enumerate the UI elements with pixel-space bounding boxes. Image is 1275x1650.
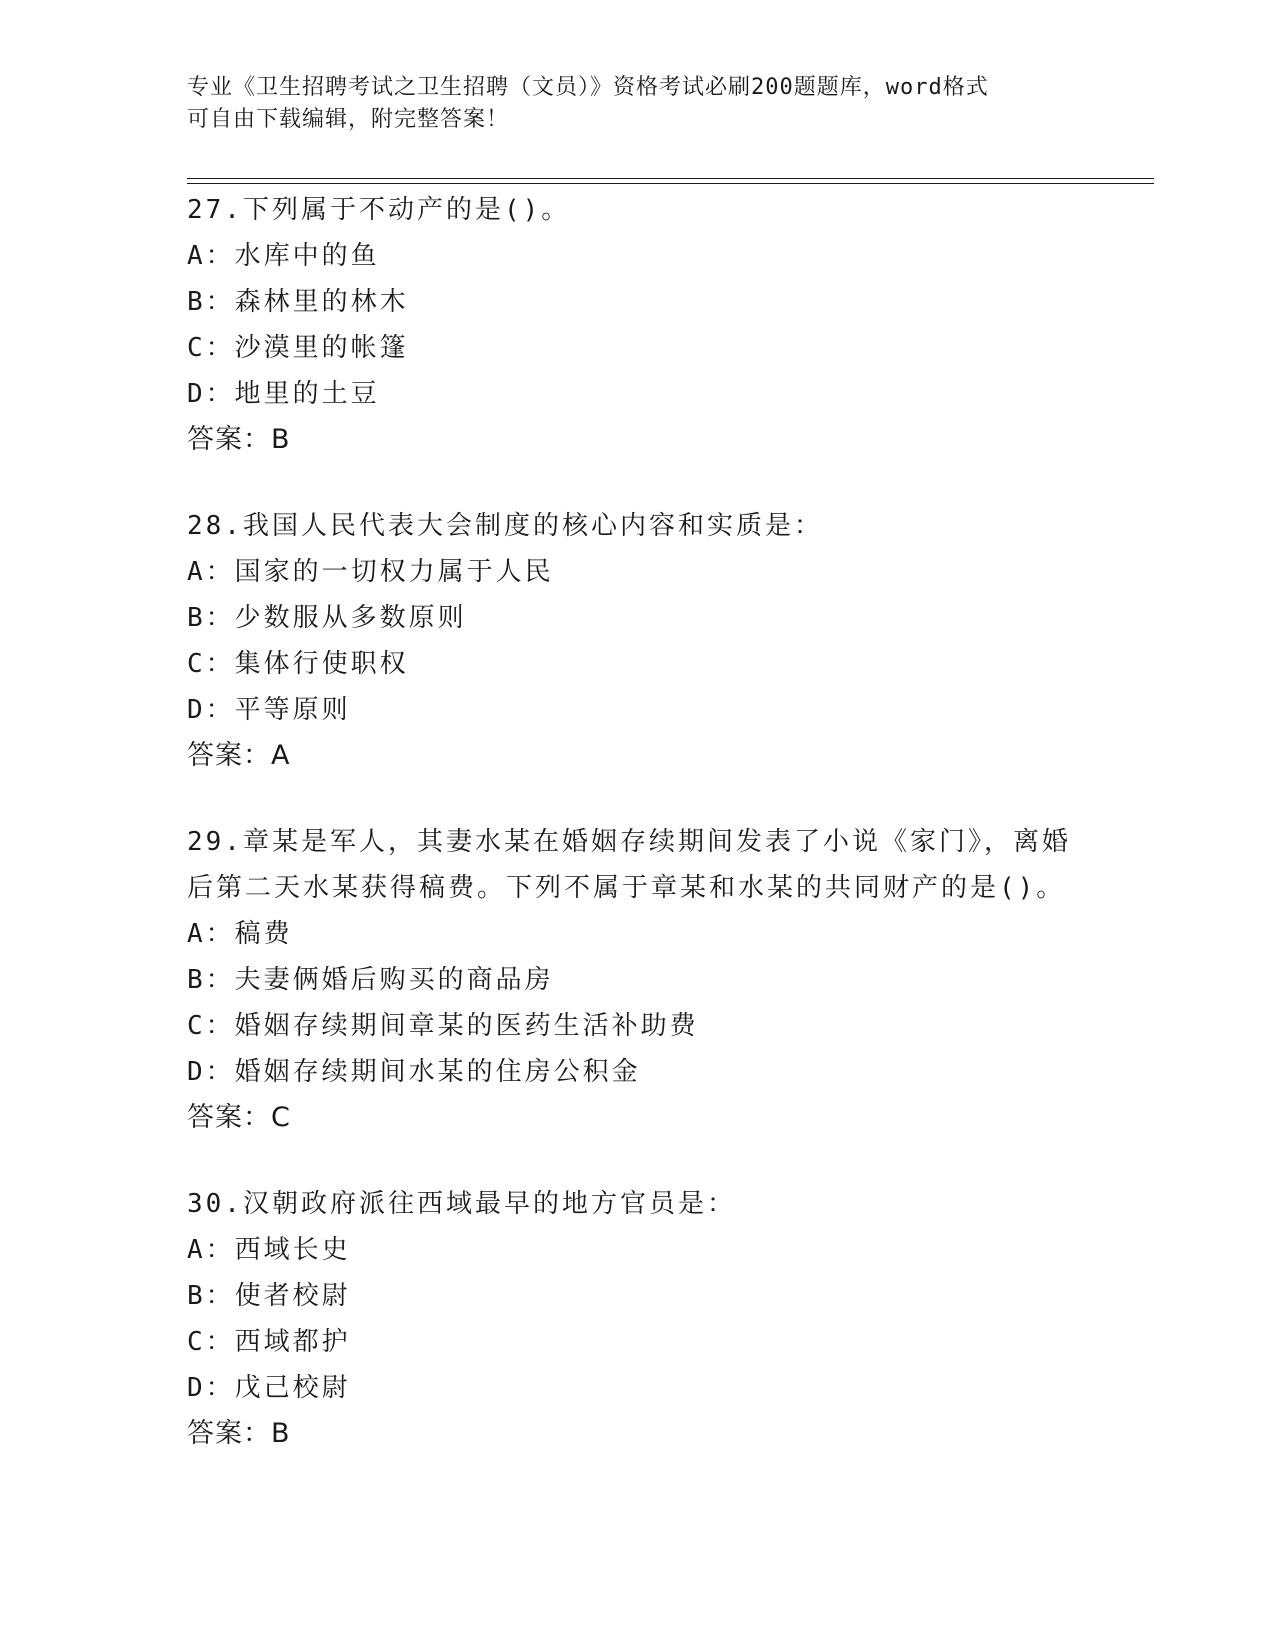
question-stem: 28.我国人民代表大会制度的核心内容和实质是： (187, 511, 823, 541)
question-30 (187, 1181, 1117, 1457)
option-b: B：少数服从多数原则 (187, 603, 467, 633)
question-28 (187, 503, 1117, 779)
option-c: C：沙漠里的帐篷 (187, 333, 409, 363)
header-divider-bottom (187, 183, 1154, 184)
header-line-1: 专业《卫生招聘考试之卫生招聘（文员）》资格考试必刷200题题库，word格式 (187, 75, 989, 100)
option-b: B：使者校尉 (187, 1281, 351, 1311)
option-c: C：婚姻存续期间章某的医药生活补助费 (187, 1011, 699, 1041)
option-b: B：森林里的林木 (187, 287, 409, 317)
question-list (187, 187, 1117, 1497)
header-line-2: 可自由下载编辑，附完整答案！ (187, 107, 510, 132)
header-divider-top (187, 178, 1154, 179)
question-stem: 27.下列属于不动产的是()。 (187, 195, 571, 225)
option-d: D：婚姻存续期间水某的住房公积金 (187, 1057, 641, 1087)
question-27 (187, 187, 1117, 463)
answer-label: 答案：A (187, 740, 291, 771)
option-a: A：稿费 (187, 919, 293, 949)
question-stem: 30.汉朝政府派往西域最早的地方官员是： (187, 1189, 736, 1219)
option-d: D：戊己校尉 (187, 1373, 351, 1403)
option-d: D：地里的土豆 (187, 379, 380, 409)
option-b: B：夫妻俩婚后购买的商品房 (187, 965, 554, 995)
option-c: C：集体行使职权 (187, 649, 409, 679)
option-c: C：西域都护 (187, 1327, 351, 1357)
answer-label: 答案：B (187, 424, 291, 455)
option-a: A：国家的一切权力属于人民 (187, 557, 554, 587)
answer-label: 答案：C (187, 1102, 291, 1133)
answer-label: 答案：B (187, 1418, 291, 1449)
option-a: A：水库中的鱼 (187, 241, 380, 271)
option-d: D：平等原则 (187, 695, 351, 725)
option-a: A：西域长史 (187, 1235, 351, 1265)
question-stem: 29.章某是军人，其妻水某在婚姻存续期间发表了小说《家门》，离婚 (187, 827, 1071, 857)
question-29 (187, 819, 1117, 1141)
question-stem-continued: 后第二天水某获得稿费。下列不属于章某和水某的共同财产的是()。 (187, 873, 1066, 903)
document-header (187, 72, 1087, 136)
